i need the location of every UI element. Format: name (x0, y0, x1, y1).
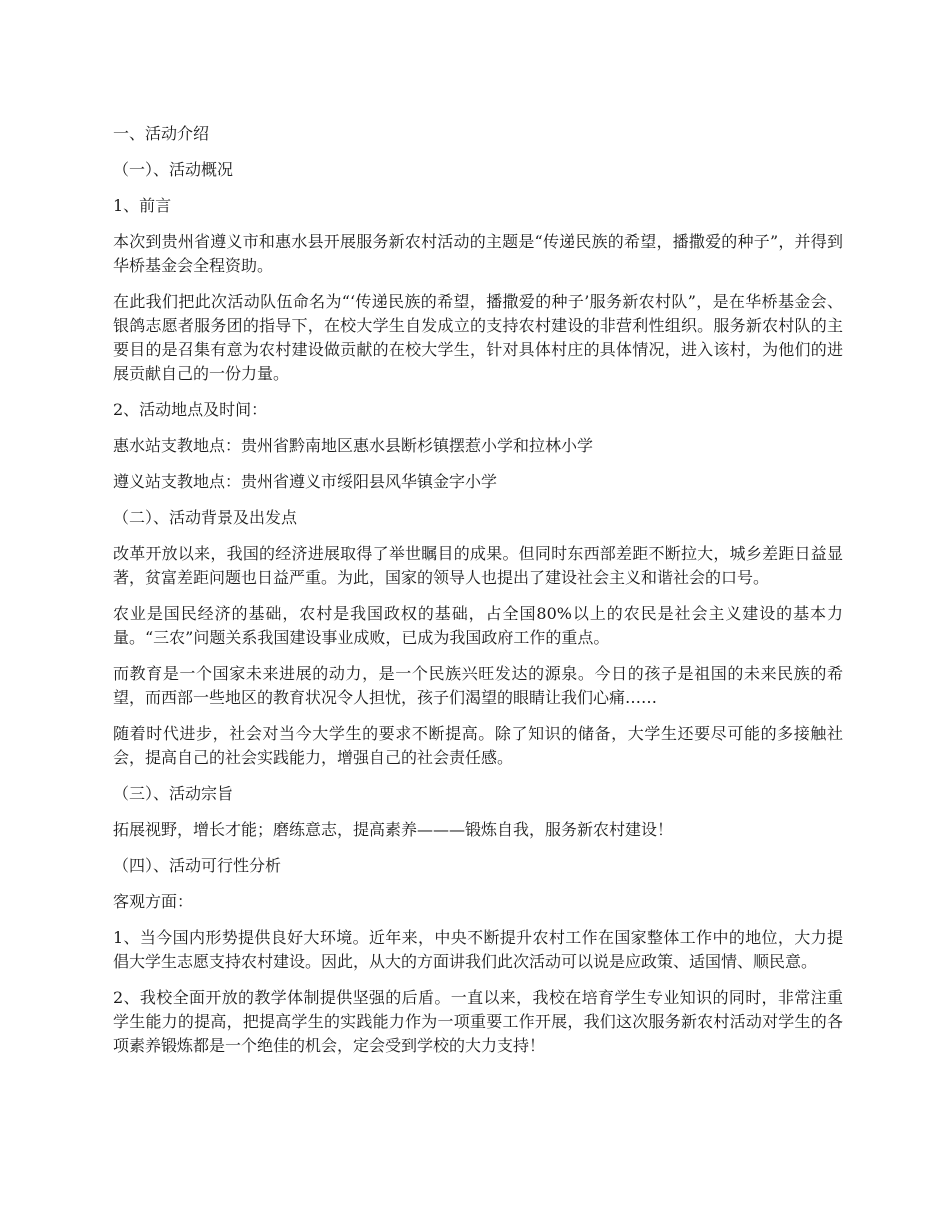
body-paragraph: 而教育是一个国家未来进展的动力，是一个民族兴旺发达的源泉。今日的孩子是祖国的未来民族的希望，而西部一些地区的教育状况令人担忧，孩子们渴望的眼睛让我们心痛…… (113, 664, 843, 707)
body-paragraph: 在此我们把此次活动队伍命名为“‘传递民族的希望，播撒爱的种子’服务新农村队”，是在华桥基金会、银鸽志愿者服务团的指导下，在校大学生自发成立的支持农村建设的非营利性组织。服务新农村队的主要目的是召集有意为农村建设做贡献的在校大学生，针对具体村庄的具体情况，进入该村，为他们的进展贡献自己的一份力量。 (113, 292, 843, 383)
body-paragraph: 拓展视野，增长才能；磨练意志，提高素养———锻炼自我，服务新农村建设！ (113, 820, 674, 839)
subsection-heading: （三）、活动宗旨 (113, 784, 234, 803)
subsection-heading: （四）、活动可行性分析 (113, 856, 282, 875)
body-paragraph: 遵义站支教地点：贵州省遵义市绥阳县风华镇金字小学 (113, 472, 498, 491)
subsection-heading: 2、活动地点及时间： (113, 400, 268, 419)
subsection-heading: （一）、活动概况 (113, 160, 234, 179)
body-paragraph: 2、我校全面开放的教学体制提供坚强的后盾。一直以来，我校在培育学生专业知识的同时，非常注重学生能力的提高，把提高学生的实践能力作为一项重要工作开展，我们这次服务新农村活动对学生的各项素养锻炼都是一个绝佳的机会，定会受到学校的大力支持！ (113, 988, 843, 1055)
document-body (113, 122, 843, 1070)
subsection-heading: （二）、活动背景及出发点 (113, 508, 298, 527)
body-paragraph: 改革开放以来，我国的经济进展取得了举世瞩目的成果。但同时东西部差距不断拉大，城乡差距日益显著，贫富差距问题也日益严重。为此，国家的领导人也提出了建设社会主义和谐社会的口号。 (113, 544, 843, 587)
body-paragraph: 本次到贵州省遵义市和惠水县开展服务新农村活动的主题是“传递民族的希望，播撒爱的种子”，并得到华桥基金会全程资助。 (113, 232, 843, 275)
subsection-heading: 1、前言 (113, 196, 172, 215)
section-heading: 一、活动介绍 (113, 124, 210, 143)
body-paragraph: 客观方面： (113, 892, 194, 911)
body-paragraph: 惠水站支教地点：贵州省黔南地区惠水县断杉镇摆惹小学和拉林小学 (113, 436, 594, 455)
body-paragraph: 1、当今国内形势提供良好大环境。近年来，中央不断提升农村工作在国家整体工作中的地位，大力提倡大学生志愿支持农村建设。因此，从大的方面讲我们此次活动可以说是应政策、适国情、顺民意。 (113, 928, 843, 971)
body-paragraph: 随着时代进步，社会对当今大学生的要求不断提高。除了知识的储备，大学生还要尽可能的多接触社会，提高自己的社会实践能力，增强自己的社会责任感。 (113, 724, 843, 767)
body-paragraph: 农业是国民经济的基础，农村是我国政权的基础，占全国80%以上的农民是社会主义建设的基本力量。“三农”问题关系我国建设事业成败，已成为我国政府工作的重点。 (113, 604, 843, 647)
